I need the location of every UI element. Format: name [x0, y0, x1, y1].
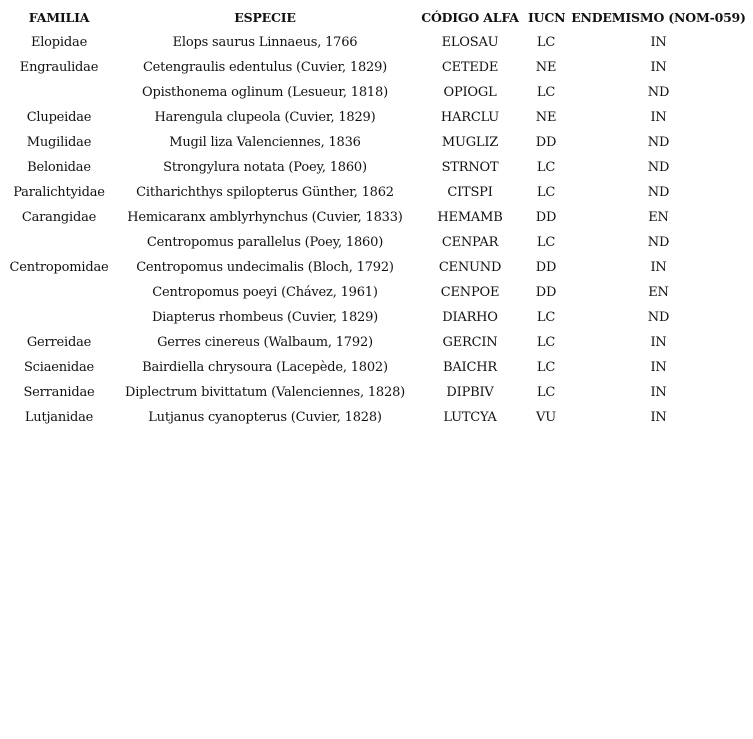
cell-endemismo: IN	[650, 385, 667, 400]
table-row	[0, 55, 753, 80]
cell-endemismo: ND	[647, 85, 670, 100]
cell-iucn: DD	[535, 210, 557, 225]
cell-endemismo: EN	[648, 285, 669, 300]
cell-iucn: DD	[535, 135, 557, 150]
cell-codigo-alfa: OPIOGL	[443, 85, 497, 100]
cell-familia	[0, 80, 118, 105]
cell-iucn: LC	[536, 235, 556, 250]
cell-especie: Elops saurus Linnaeus, 1766	[172, 35, 358, 50]
cell-familia	[0, 305, 118, 330]
species-table	[0, 5, 753, 430]
cell-familia: Carangidae	[21, 210, 97, 225]
header-especie: ESPECIE	[234, 10, 296, 25]
cell-especie: Diapterus rhombeus (Cuvier, 1829)	[151, 310, 379, 325]
cell-codigo-alfa: DIARHO	[442, 310, 498, 325]
cell-especie: Bairdiella chrysoura (Lacepède, 1802)	[142, 360, 388, 375]
header-row	[0, 5, 753, 30]
table-row	[0, 80, 753, 105]
cell-familia: Clupeidae	[26, 110, 92, 125]
cell-endemismo: ND	[647, 135, 670, 150]
cell-familia	[0, 280, 118, 305]
cell-endemismo: IN	[650, 360, 667, 375]
table-row	[0, 280, 753, 305]
table-row	[0, 180, 753, 205]
cell-endemismo: IN	[650, 335, 667, 350]
cell-codigo-alfa: CETEDE	[441, 60, 499, 75]
cell-familia: Belonidae	[27, 160, 91, 175]
table-row	[0, 255, 753, 280]
cell-codigo-alfa: ELOSAU	[441, 35, 499, 50]
cell-codigo-alfa: MUGLIZ	[441, 135, 499, 150]
cell-iucn: DD	[535, 285, 557, 300]
cell-codigo-alfa: CENPOE	[440, 285, 500, 300]
table-row	[0, 155, 753, 180]
cell-familia: Serranidae	[23, 385, 95, 400]
table-body	[0, 30, 753, 430]
cell-endemismo: IN	[650, 60, 667, 75]
cell-iucn: VU	[536, 410, 556, 425]
cell-endemismo: ND	[647, 310, 670, 325]
cell-especie: Centropomus undecimalis (Bloch, 1792)	[136, 260, 394, 275]
cell-iucn: LC	[536, 385, 556, 400]
cell-especie: Strongylura notata (Poey, 1860)	[163, 160, 367, 175]
cell-familia: Mugilidae	[26, 135, 92, 150]
table-row	[0, 105, 753, 130]
cell-codigo-alfa: LUTCYA	[443, 410, 497, 425]
table-row	[0, 230, 753, 255]
cell-endemismo: ND	[647, 185, 670, 200]
cell-especie: Opisthonema oglinum (Lesueur, 1818)	[142, 85, 388, 100]
cell-especie: Centropomus poeyi (Chávez, 1961)	[152, 285, 378, 300]
cell-endemismo: IN	[650, 35, 667, 50]
cell-endemismo: IN	[650, 410, 667, 425]
cell-iucn: LC	[536, 335, 556, 350]
header-endemismo: ENDEMISMO (NOM-059)	[571, 10, 746, 25]
cell-especie: Diplectrum bivittatum (Valenciennes, 1828)	[124, 385, 406, 400]
cell-iucn: LC	[536, 35, 556, 50]
table-row	[0, 30, 753, 55]
table-row	[0, 130, 753, 155]
cell-endemismo: EN	[648, 210, 669, 225]
cell-familia: Paralichtyidae	[13, 185, 105, 200]
cell-endemismo: ND	[647, 160, 670, 175]
cell-endemismo: ND	[647, 235, 670, 250]
table-row	[0, 405, 753, 430]
cell-iucn: NE	[535, 110, 557, 125]
cell-codigo-alfa: GERCIN	[442, 335, 498, 350]
cell-endemismo: IN	[650, 260, 667, 275]
cell-especie: Citharichthys spilopterus Günther, 1862	[136, 185, 394, 200]
cell-codigo-alfa: HARCLU	[440, 110, 500, 125]
cell-iucn: LC	[536, 85, 556, 100]
table-row	[0, 380, 753, 405]
header-iucn: IUCN	[528, 10, 566, 25]
cell-iucn: NE	[535, 60, 557, 75]
cell-codigo-alfa: CITSPI	[447, 185, 493, 200]
cell-familia: Lutjanidae	[24, 410, 94, 425]
cell-familia	[0, 230, 118, 255]
cell-familia: Gerreidae	[26, 335, 92, 350]
header-familia: FAMILIA	[28, 10, 90, 25]
cell-especie: Mugil liza Valenciennes, 1836	[169, 135, 361, 150]
cell-familia: Engraulidae	[19, 60, 99, 75]
cell-especie: Cetengraulis edentulus (Cuvier, 1829)	[142, 60, 388, 75]
cell-familia: Centropomidae	[9, 260, 109, 275]
cell-iucn: LC	[536, 160, 556, 175]
table-header	[0, 5, 753, 30]
cell-familia: Elopidae	[30, 35, 88, 50]
table-row	[0, 355, 753, 380]
cell-codigo-alfa: CENUND	[438, 260, 502, 275]
cell-iucn: LC	[536, 185, 556, 200]
cell-especie: Lutjanus cyanopterus (Cuvier, 1828)	[148, 410, 382, 425]
cell-codigo-alfa: CENPAR	[441, 235, 499, 250]
header-codigo-alfa: CÓDIGO ALFA	[421, 10, 519, 25]
table-row	[0, 305, 753, 330]
cell-especie: Harengula clupeola (Cuvier, 1829)	[154, 110, 376, 125]
cell-codigo-alfa: STRNOT	[441, 160, 499, 175]
cell-iucn: LC	[536, 360, 556, 375]
cell-especie: Centropomus parallelus (Poey, 1860)	[146, 235, 384, 250]
cell-familia: Sciaenidae	[23, 360, 95, 375]
cell-iucn: LC	[536, 310, 556, 325]
cell-especie: Hemicaranx amblyrhynchus (Cuvier, 1833)	[127, 210, 403, 225]
table-row	[0, 205, 753, 230]
table-row	[0, 330, 753, 355]
cell-iucn: DD	[535, 260, 557, 275]
cell-endemismo: IN	[650, 110, 667, 125]
cell-especie: Gerres cinereus (Walbaum, 1792)	[157, 335, 373, 350]
cell-codigo-alfa: HEMAMB	[437, 210, 503, 225]
cell-codigo-alfa: DIPBIV	[446, 385, 494, 400]
cell-codigo-alfa: BAICHR	[443, 360, 497, 375]
